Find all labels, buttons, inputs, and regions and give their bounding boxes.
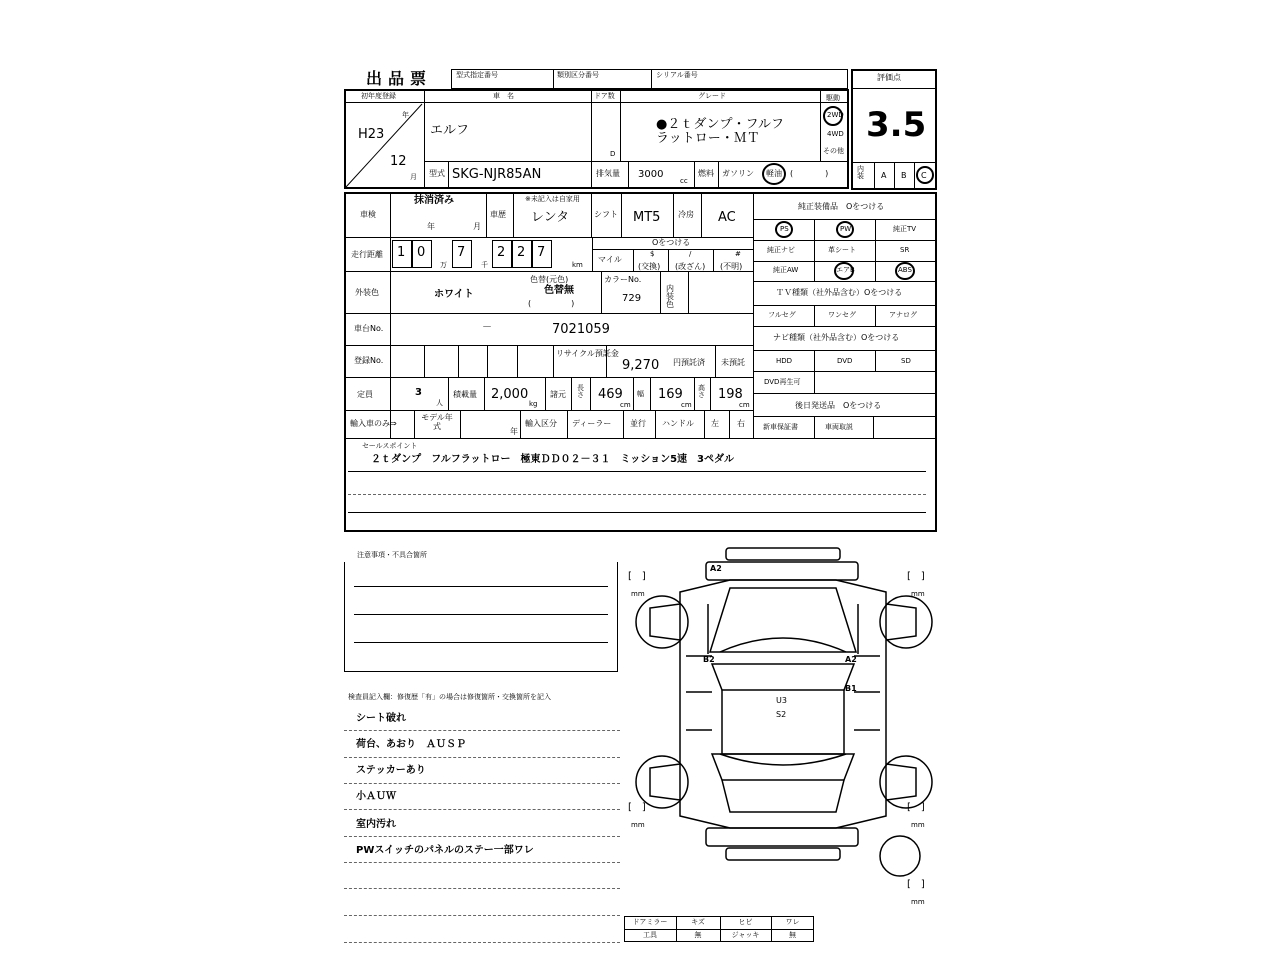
mirror-header: ドアミラー: [632, 918, 668, 926]
damage-b1: B1: [845, 684, 857, 693]
door-unit: D: [610, 150, 616, 158]
car-name-label: 車 名: [493, 92, 514, 100]
displacement-label: 排気量: [596, 169, 620, 178]
jack-label: ジャッキ: [731, 931, 760, 939]
registration-label: 登録No.: [354, 356, 384, 365]
man-unit: 万: [440, 261, 447, 269]
inspection-value: 抹消済み: [414, 195, 454, 206]
inspector-label: 検査員記入欄：修復歴「有」の場合は修復箇所・交換箇所を記入: [348, 693, 551, 701]
width-value: 169: [658, 387, 683, 402]
inspection-month-unit: 月: [473, 222, 481, 231]
width-unit: cm: [681, 401, 692, 409]
height-label: 高さ: [698, 384, 705, 399]
damage-a2-side: A2: [845, 655, 857, 664]
navi-dvd: DVD: [837, 357, 853, 365]
damage-u3: U3: [776, 696, 787, 705]
ac-value: AC: [718, 210, 736, 225]
first-reg-year: H23: [358, 127, 385, 142]
dealer-option: ディーラー: [572, 419, 612, 428]
sales-point-text: ２ｔダンプ フルフラットロー 極東ＤＤ０２－３１ ミッション5速 3ペダル: [371, 454, 735, 465]
tread-bracket-spare: [ ]: [907, 879, 925, 890]
fuel-diesel: 軽油: [766, 169, 782, 178]
inspector-line-1: シート破れ: [356, 713, 406, 724]
equip-leather: 革シート: [828, 246, 856, 254]
recycle-deposited: 円預託済: [673, 358, 705, 367]
interior-b: B: [901, 171, 907, 180]
tread-unit-fr: mm: [911, 590, 925, 598]
score-label: 評価点: [877, 73, 901, 82]
history-value: レンタ: [531, 210, 570, 225]
scratch-header: キズ: [691, 918, 705, 926]
equip-pw: PW: [840, 225, 852, 233]
exterior-color-value: ホワイト: [434, 289, 474, 300]
length-unit: cm: [620, 401, 631, 409]
exterior-color-label: 外装色: [355, 288, 379, 297]
first-reg-month: 12: [390, 154, 407, 169]
import-label: 輸入車のみ⇒: [350, 419, 397, 428]
vehicle-manual: 車両取説: [825, 423, 853, 431]
header-id-row: [451, 69, 848, 89]
crack-header: ヒビ: [738, 918, 753, 926]
color-no-value: 729: [622, 293, 642, 304]
recycle-value: 9,270: [622, 358, 660, 373]
recycle-not-deposited: 未預託: [721, 358, 745, 367]
mileage-digit-4: 2: [497, 245, 506, 260]
mileage-digit-5: 2: [517, 245, 526, 260]
equip-ps: PS: [780, 225, 789, 233]
notes-box: [344, 562, 618, 672]
interior-a: A: [881, 171, 887, 180]
dvd-playback: DVD再生可: [764, 378, 801, 386]
capacity-value: 3: [415, 387, 422, 398]
displacement-value: 3000: [638, 169, 664, 180]
history-note: ※未記入は自家用: [525, 195, 580, 203]
model-year-label: モデル年式: [421, 413, 453, 431]
drive-2wd: 2WD: [827, 111, 844, 119]
sen-unit: 千: [481, 261, 488, 269]
sales-point-label: セールスポイント: [362, 442, 418, 450]
serial-number-label: シリアル番号: [656, 71, 698, 79]
drive-4wd: 4WD: [827, 130, 844, 138]
fuel-gasoline: ガソリン: [722, 169, 754, 178]
navi-hdd: HDD: [776, 357, 793, 365]
jack-value: 無: [789, 931, 796, 939]
equip-pw-circle: [836, 221, 854, 238]
equip-airbag-circle: [834, 262, 854, 280]
notes-label: 注意事項・不具合箇所: [357, 551, 427, 559]
inspection-year-unit: 年: [427, 222, 435, 231]
vin-label: 車台No.: [354, 324, 384, 333]
interior-c-circle: [916, 166, 934, 184]
load-label: 積載量: [453, 390, 477, 399]
damage-a2-front: A2: [710, 564, 722, 573]
handle-left: 左: [711, 419, 719, 428]
interior-c: C: [921, 171, 927, 180]
door-count-label: ドア数: [594, 92, 615, 100]
vin-dash: －: [482, 322, 492, 333]
inspector-line-2: 荷台、あおり ＡＵＳＰ: [356, 739, 466, 750]
interior-color-label: 内装色: [666, 284, 674, 309]
length-value: 469: [598, 387, 623, 402]
fuel-label: 燃料: [698, 169, 714, 178]
equip-oem-navi: 純正ナビ: [767, 246, 795, 254]
later-shipment-label: 後日発送品 Oをつける: [795, 401, 882, 410]
tv-fullseg: フルセグ: [768, 311, 796, 319]
drive-label: 駆動: [826, 94, 840, 102]
tread-bracket-rr: [ ]: [907, 802, 925, 813]
inspector-line-4: 小ＡＵＷ: [356, 791, 396, 802]
ac-label: 冷房: [678, 210, 694, 219]
history-label: 車歴: [490, 210, 506, 219]
unknown-option: (不明): [720, 262, 743, 271]
drive-other: その他: [823, 147, 844, 155]
equip-ps-circle: [775, 221, 793, 238]
inspection-label: 車検: [360, 210, 376, 219]
tools-value: 無: [694, 931, 702, 939]
length-label: 長さ: [577, 384, 584, 399]
tread-unit-rl: mm: [631, 821, 645, 829]
fuel-diesel-circle: [762, 163, 786, 185]
model-year-unit: 年: [510, 427, 518, 436]
color-change-label: 色替(元色): [530, 275, 569, 284]
color-no-label: カラーNo.: [604, 275, 642, 284]
category-number-label: 類別区分番号: [557, 71, 599, 79]
month-unit: 月: [410, 173, 417, 181]
km-unit: km: [572, 261, 583, 269]
handle-right: 右: [737, 419, 745, 428]
import-category-label: 輸入区分: [525, 419, 557, 428]
score-value: 3.5: [866, 105, 927, 145]
damage-b2: B2: [703, 655, 715, 664]
tread-bracket-fl: [ ]: [628, 571, 646, 582]
car-name-value: エルフ: [430, 123, 470, 138]
equip-oem-aw: 純正AW: [773, 266, 799, 274]
model-label: 型式: [429, 169, 445, 178]
inspector-line-6: PWスイッチのパネルのステー一部ワレ: [356, 845, 534, 856]
navi-sd: SD: [901, 357, 911, 365]
tools-label: 工具: [643, 931, 657, 939]
inspector-line-5: 室内汚れ: [356, 819, 396, 830]
vin-value: 7021059: [552, 322, 610, 337]
tv-oneseg: ワンセグ: [828, 311, 856, 319]
mileage-digit-1: 1: [397, 245, 406, 260]
grade-line-2: ラットロー・ＭＴ: [656, 131, 760, 146]
tread-unit-fl: mm: [631, 590, 645, 598]
form-title: 出品票: [366, 69, 433, 88]
color-original: ( ): [528, 299, 575, 308]
grade-label: グレード: [698, 92, 726, 100]
mileage-label: 走行距離: [351, 250, 383, 259]
tv-type-label: ＴＶ種類（社外品含む）Oをつける: [776, 288, 903, 297]
break-header: ワレ: [785, 918, 800, 926]
dims-label: 諸元: [550, 390, 566, 399]
oem-equipment-label: 純正装備品 Oをつける: [798, 202, 885, 211]
drive-2wd-circle: [823, 106, 843, 126]
equip-airbag: エアB: [836, 266, 855, 274]
width-label: 幅: [637, 390, 644, 398]
tread-unit-rr: mm: [911, 821, 925, 829]
tv-analog: アナログ: [889, 311, 917, 319]
grade-line-1: ●２ｔダンプ・フルフ: [656, 117, 784, 132]
interior-label: 内装: [857, 165, 864, 180]
handle-label: ハンドル: [662, 419, 694, 428]
capacity-unit: 人: [436, 399, 443, 407]
mileage-digit-2: 0: [417, 245, 426, 260]
first-reg-label: 初年度登録: [361, 92, 396, 100]
year-unit: 年: [402, 111, 409, 119]
fuel-other: ( ): [790, 169, 829, 178]
tread-bracket-rl: [ ]: [628, 802, 646, 813]
tread-unit-spare: mm: [911, 898, 925, 906]
recycle-label: リサイクル預託金: [556, 349, 619, 358]
model-value: SKG-NJR85AN: [452, 167, 542, 182]
tread-bracket-fr: [ ]: [907, 571, 925, 582]
height-unit: cm: [739, 401, 750, 409]
model-designation-label: 型式指定番号: [456, 71, 498, 79]
new-car-warranty: 新車保証書: [763, 423, 798, 431]
shift-value: MT5: [633, 210, 661, 225]
mileage-digit-3: 7: [457, 245, 466, 260]
equip-abs: ABS: [898, 266, 912, 274]
capacity-label: 定員: [357, 390, 373, 399]
equip-sr: SR: [900, 246, 910, 254]
exchange-option: (交換): [638, 262, 661, 271]
load-unit: kg: [529, 400, 538, 408]
mile-option: マイル: [598, 255, 622, 264]
inspector-line-3: ステッカーあり: [356, 765, 426, 776]
equip-oem-tv: 純正TV: [893, 225, 917, 233]
equip-abs-circle: [895, 262, 915, 280]
cc-unit: cc: [680, 177, 688, 185]
load-value: 2,000: [491, 387, 529, 402]
parallel-option: 並行: [630, 419, 646, 428]
modified-option: (改ざん): [675, 262, 706, 271]
mileage-circle-note: Oをつける: [652, 238, 691, 247]
shift-label: シフト: [594, 210, 618, 219]
navi-type-label: ナビ種類（社外品含む）Oをつける: [773, 333, 900, 342]
mileage-digit-6: 7: [537, 245, 546, 260]
color-change-value: 色替無: [544, 285, 574, 296]
height-value: 198: [718, 387, 743, 402]
damage-s2: S2: [776, 710, 787, 719]
